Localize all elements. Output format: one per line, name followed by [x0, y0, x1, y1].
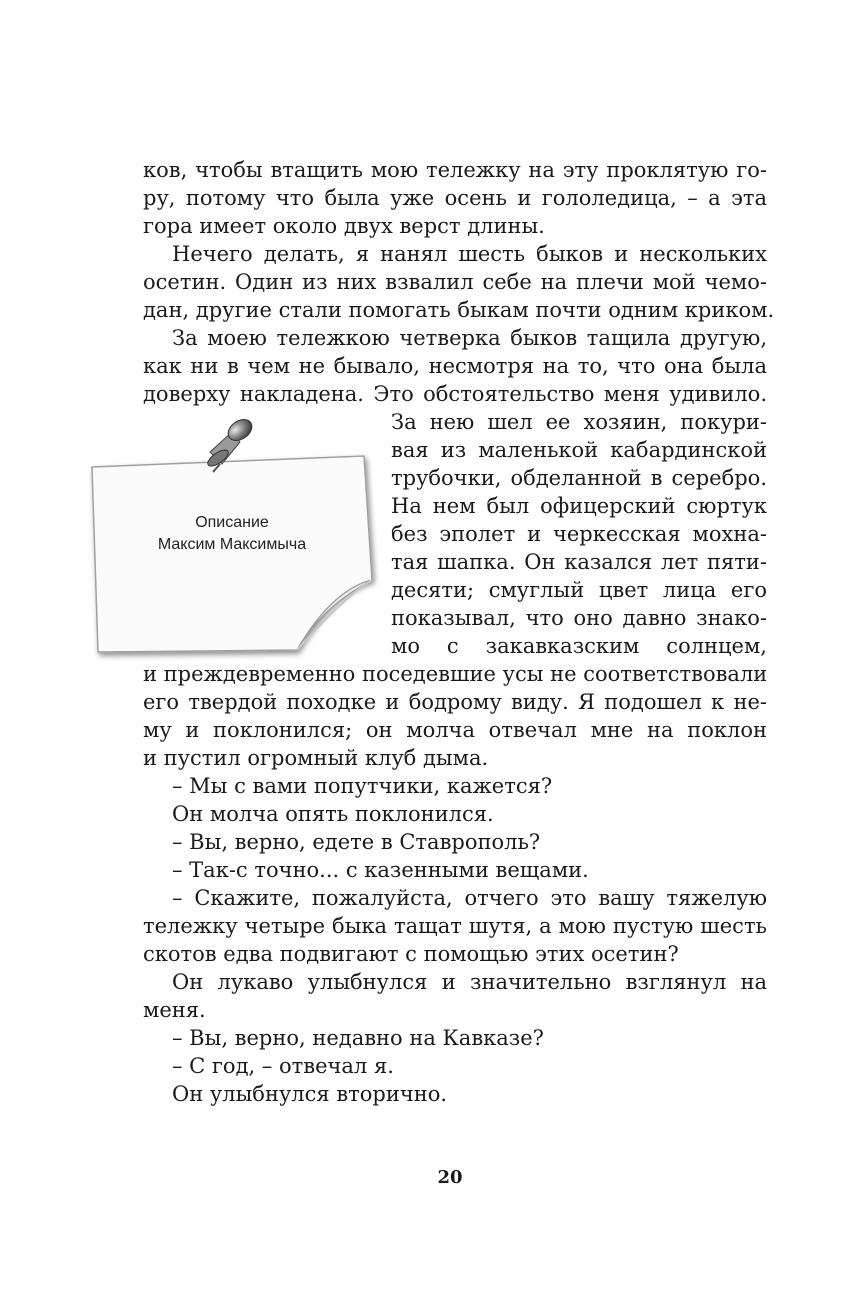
- paragraph-line: десяти; смуглый цвет лица его: [391, 578, 767, 602]
- note-line-1: Описание: [195, 514, 269, 531]
- paragraph-line: На нем был офицерский сюртук: [391, 494, 767, 518]
- dialogue-line: – Мы с вами попутчики, кажется?: [172, 774, 553, 798]
- dialogue-line: – Вы, верно, недавно на Кавказе?: [172, 1026, 544, 1050]
- paragraph-line: без эполет и черкесская мохна-: [391, 522, 767, 546]
- dialogue-line: – Вы, верно, едете в Ставрополь?: [172, 830, 541, 854]
- dialogue-line: – Скажите, пожалуйста, отчего это вашу тяжелую: [172, 886, 767, 910]
- note-label: [122, 512, 342, 556]
- paragraph-line: осетин. Один из них взвалил себе на плечи мой чемо-: [143, 270, 767, 294]
- paragraph-line: как ни в чем не бывало, несмотря на то, что она была: [143, 354, 767, 378]
- sticky-note: [82, 412, 382, 662]
- paragraph-line: и преждевременно поседевшие усы не соответствовали: [143, 662, 768, 686]
- paragraph-line: гора имеет около двух верст длины.: [143, 214, 545, 238]
- paragraph-line: тая шапка. Он казался лет пяти-: [391, 550, 767, 574]
- paragraph-line: ру, потому что была уже осень и гололедица, – а эта: [143, 186, 767, 210]
- paragraph-line: Он улыбнулся вторично.: [172, 1082, 448, 1106]
- paragraph-line: Он лукаво улыбнулся и значительно взглянул на: [172, 970, 767, 994]
- dialogue-line: тележку четыре быка тащат шутя, а мою пустую шесть: [143, 914, 767, 938]
- dialogue-line: – С год, – отвечал я.: [172, 1054, 394, 1078]
- dialogue-line: – Так-с точно... с казенными вещами.: [172, 858, 589, 882]
- paragraph-line: Нечего делать, я нанял шесть быков и нескольких: [172, 242, 767, 266]
- paragraph-line: Он молча опять поклонился.: [172, 802, 494, 826]
- dialogue-line: скотов едва подвигают с помощью этих осетин?: [143, 942, 679, 966]
- paragraph-line: За нею шел ее хозяин, покури-: [391, 410, 767, 434]
- paragraph-line: трубочки, обделанной в серебро.: [391, 466, 767, 490]
- paragraph-line: ков, чтобы втащить мою тележку на эту проклятую го-: [143, 158, 767, 182]
- paragraph-line: мо с закавказским солнцем,: [391, 634, 767, 658]
- paragraph-line: му и поклонился; он молча отвечал мне на поклон: [143, 718, 767, 742]
- paragraph-line: доверху накладена. Это обстоятельство меня удивило.: [143, 382, 767, 406]
- page-number: 20: [437, 1167, 463, 1188]
- paragraph-line: его твердой походке и бодрому виду. Я подошел к не-: [143, 690, 767, 714]
- paragraph-line: вая из маленькой кабардинской: [391, 438, 767, 462]
- note-line-2: Максим Максимыча: [157, 536, 307, 553]
- paragraph-line: и пустил огромный клуб дыма.: [143, 746, 489, 770]
- paragraph-line: За моею тележкою четверка быков тащила другую,: [172, 326, 767, 350]
- paragraph-line: меня.: [143, 998, 206, 1022]
- paragraph-line: дан, другие стали помогать быкам почти одним криком.: [143, 298, 775, 322]
- paragraph-line: показывал, что оно давно знако-: [391, 606, 767, 630]
